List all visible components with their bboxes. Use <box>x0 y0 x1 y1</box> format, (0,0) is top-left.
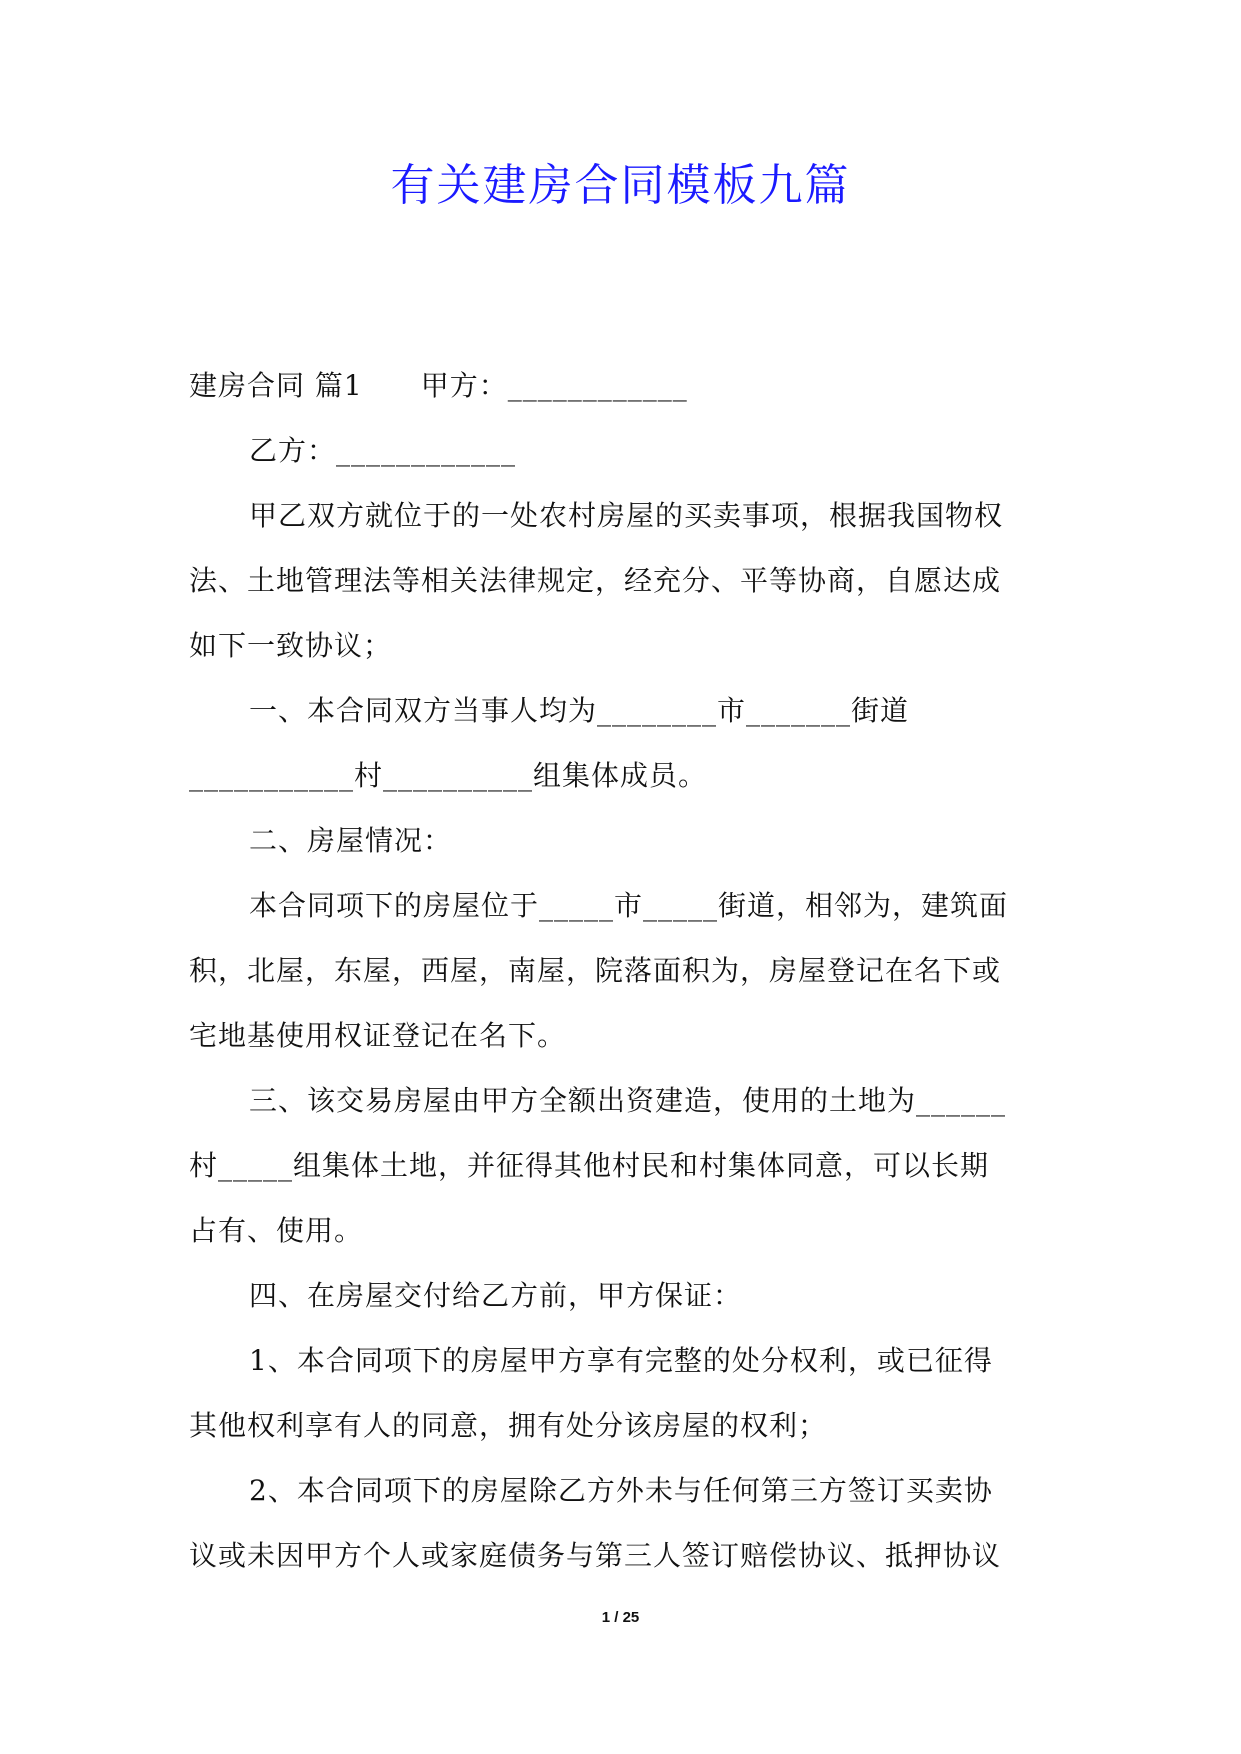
clause-line: 占有、使用。 <box>189 1214 364 1247</box>
document-title: 有关建房合同模板九篇 <box>390 160 851 211</box>
clause-line: 村_____组集体土地，并征得其他村民和村集体同意，可以长期 <box>189 1149 990 1182</box>
clause-line: ___________村__________组集体成员。 <box>189 759 708 792</box>
page-number: 1 / 25 <box>601 1609 640 1626</box>
clause-line: 三、该交易房屋由甲方全额出资建造，使用的土地为______ <box>249 1084 1007 1117</box>
clause-heading: 二、房屋情况： <box>249 824 453 857</box>
paragraph-line: 宅地基使用权证登记在名下。 <box>189 1019 567 1052</box>
clause-line: 一、本合同双方当事人均为________市_______街道 <box>249 694 910 727</box>
clause-heading: 四、在房屋交付给乙方前，甲方保证： <box>249 1279 743 1312</box>
paragraph-line: 本合同项下的房屋位于_____市_____街道，相邻为，建筑面 <box>249 889 1009 922</box>
clause-line: 1、本合同项下的房屋甲方享有完整的处分权利，或已征得 <box>249 1344 993 1377</box>
clause-line: 议或未因甲方个人或家庭债务与第三人签订赔偿协议、抵押协议 <box>189 1539 1002 1572</box>
clause-line: 其他权利享有人的同意，拥有处分该房屋的权利； <box>189 1409 828 1442</box>
contract-heading-line: 建房合同 篇1 甲方：____________ <box>189 369 688 402</box>
party-b-line: 乙方：____________ <box>249 434 517 467</box>
clause-line: 2、本合同项下的房屋除乙方外未与任何第三方签订买卖协 <box>249 1474 993 1507</box>
paragraph-line: 甲乙双方就位于的一处农村房屋的买卖事项，根据我国物权 <box>249 499 1004 532</box>
paragraph-line: 积，北屋，东屋，西屋，南屋，院落面积为，房屋登记在名下或 <box>189 954 1002 987</box>
paragraph-line: 如下一致协议； <box>189 629 393 662</box>
paragraph-line: 法、土地管理法等相关法律规定，经充分、平等协商，自愿达成 <box>189 564 1002 597</box>
document-body <box>189 353 1055 1588</box>
